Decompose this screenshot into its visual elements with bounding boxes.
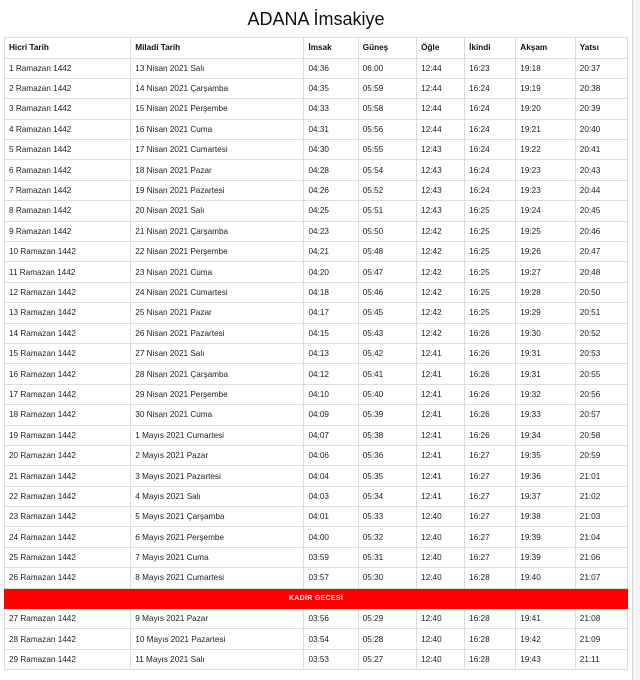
page-title: ADANA İmsakiye [247, 9, 385, 29]
hicri-tarih-cell: 1 Ramazan 1442 [5, 58, 131, 78]
ikindi-cell: 16:24 [465, 78, 516, 98]
yatsi-cell: 21:09 [575, 629, 627, 649]
table-row [5, 466, 628, 486]
aksam-cell: 19:43 [516, 649, 575, 669]
hicri-tarih-cell: 13 Ramazan 1442 [5, 303, 131, 323]
table-row [5, 343, 628, 363]
table-row [5, 201, 628, 221]
miladi-tarih-cell: 10 Mayıs 2021 Pazartesi [131, 629, 304, 649]
table-row [5, 486, 628, 506]
table-row [5, 303, 628, 323]
gunes-cell: 05:39 [358, 405, 416, 425]
header-imsak: İmsak [304, 38, 358, 59]
table-row [5, 58, 628, 78]
ikindi-cell: 16:26 [465, 343, 516, 363]
hicri-tarih-cell: 21 Ramazan 1442 [5, 466, 131, 486]
gunes-cell: 05:54 [358, 160, 416, 180]
table-row [5, 242, 628, 262]
gunes-cell: 05:29 [358, 609, 416, 629]
imsak-cell: 03:54 [304, 629, 358, 649]
hicri-tarih-cell: 9 Ramazan 1442 [5, 221, 131, 241]
hicri-tarih-cell: 17 Ramazan 1442 [5, 384, 131, 404]
table-row [5, 282, 628, 302]
ikindi-cell: 16:27 [465, 466, 516, 486]
imsak-cell: 04:33 [304, 99, 358, 119]
ogle-cell: 12:43 [417, 160, 465, 180]
ikindi-cell: 16:28 [465, 568, 516, 588]
gunes-cell: 05:55 [358, 140, 416, 160]
ikindi-cell: 16:27 [465, 547, 516, 567]
imsak-cell: 03:57 [304, 568, 358, 588]
gunes-cell: 05:28 [358, 629, 416, 649]
imsak-cell: 03:59 [304, 547, 358, 567]
hicri-tarih-cell: 4 Ramazan 1442 [5, 119, 131, 139]
miladi-tarih-cell: 30 Nisan 2021 Cuma [131, 405, 304, 425]
ogle-cell: 12:41 [417, 384, 465, 404]
ogle-cell: 12:41 [417, 405, 465, 425]
imsak-cell: 04:35 [304, 78, 358, 98]
miladi-tarih-cell: 13 Nisan 2021 Salı [131, 58, 304, 78]
ogle-cell: 12:42 [417, 323, 465, 343]
header-ogle: Öğle [417, 38, 465, 59]
yatsi-cell: 20:58 [575, 425, 627, 445]
hicri-tarih-cell: 26 Ramazan 1442 [5, 568, 131, 588]
ogle-cell: 12:42 [417, 303, 465, 323]
gunes-cell: 05:35 [358, 466, 416, 486]
yatsi-cell: 20:55 [575, 364, 627, 384]
yatsi-cell: 20:41 [575, 140, 627, 160]
ikindi-cell: 16:25 [465, 262, 516, 282]
aksam-cell: 19:29 [516, 303, 575, 323]
table-row [5, 425, 628, 445]
gunes-cell: 05:50 [358, 221, 416, 241]
gunes-cell: 05:41 [358, 364, 416, 384]
imsakiye-table [4, 37, 628, 670]
ikindi-cell: 16:25 [465, 242, 516, 262]
ikindi-cell: 16:26 [465, 364, 516, 384]
yatsi-cell: 20:43 [575, 160, 627, 180]
gunes-cell: 05:48 [358, 242, 416, 262]
hicri-tarih-cell: 23 Ramazan 1442 [5, 507, 131, 527]
aksam-cell: 19:30 [516, 323, 575, 343]
kadir-gecesi-label: KADİR GECESİ [5, 588, 628, 608]
gunes-cell: 05:42 [358, 343, 416, 363]
miladi-tarih-cell: 17 Nisan 2021 Cumartesi [131, 140, 304, 160]
ogle-cell: 12:40 [417, 629, 465, 649]
ikindi-cell: 16:27 [465, 507, 516, 527]
aksam-cell: 19:31 [516, 343, 575, 363]
aksam-cell: 19:39 [516, 547, 575, 567]
yatsi-cell: 20:39 [575, 99, 627, 119]
gunes-cell: 05:46 [358, 282, 416, 302]
gunes-cell: 05:40 [358, 384, 416, 404]
ogle-cell: 12:41 [417, 486, 465, 506]
miladi-tarih-cell: 15 Nisan 2021 Perşembe [131, 99, 304, 119]
table-row [5, 649, 628, 669]
yatsi-cell: 21:11 [575, 649, 627, 669]
gunes-cell: 05:34 [358, 486, 416, 506]
ikindi-cell: 16:23 [465, 58, 516, 78]
aksam-cell: 19:41 [516, 609, 575, 629]
aksam-cell: 19:34 [516, 425, 575, 445]
ikindi-cell: 16:24 [465, 160, 516, 180]
gunes-cell: 05:51 [358, 201, 416, 221]
aksam-cell: 19:39 [516, 527, 575, 547]
ogle-cell: 12:40 [417, 609, 465, 629]
header-gunes: Güneş [358, 38, 416, 59]
yatsi-cell: 20:40 [575, 119, 627, 139]
ogle-cell: 12:41 [417, 466, 465, 486]
ogle-cell: 12:41 [417, 425, 465, 445]
aksam-cell: 19:38 [516, 507, 575, 527]
header-ikindi: İkindi [465, 38, 516, 59]
miladi-tarih-cell: 11 Mayıs 2021 Salı [131, 649, 304, 669]
yatsi-cell: 20:52 [575, 323, 627, 343]
miladi-tarih-cell: 21 Nisan 2021 Çarşamba [131, 221, 304, 241]
ikindi-cell: 16:25 [465, 201, 516, 221]
table-row [5, 160, 628, 180]
gunes-cell: 05:58 [358, 99, 416, 119]
gunes-cell: 05:33 [358, 507, 416, 527]
ogle-cell: 12:44 [417, 119, 465, 139]
miladi-tarih-cell: 16 Nisan 2021 Cuma [131, 119, 304, 139]
gunes-cell: 05:59 [358, 78, 416, 98]
imsak-cell: 04:31 [304, 119, 358, 139]
yatsi-cell: 20:57 [575, 405, 627, 425]
yatsi-cell: 20:59 [575, 445, 627, 465]
table-row [5, 221, 628, 241]
miladi-tarih-cell: 24 Nisan 2021 Cumartesi [131, 282, 304, 302]
table-row [5, 629, 628, 649]
ikindi-cell: 16:26 [465, 405, 516, 425]
ogle-cell: 12:44 [417, 58, 465, 78]
hicri-tarih-cell: 18 Ramazan 1442 [5, 405, 131, 425]
table-row [5, 527, 628, 547]
ikindi-cell: 16:26 [465, 323, 516, 343]
ikindi-cell: 16:28 [465, 609, 516, 629]
aksam-cell: 19:26 [516, 242, 575, 262]
table-row [5, 405, 628, 425]
gunes-cell: 05:30 [358, 568, 416, 588]
table-header [5, 38, 628, 59]
miladi-tarih-cell: 25 Nisan 2021 Pazar [131, 303, 304, 323]
hicri-tarih-cell: 22 Ramazan 1442 [5, 486, 131, 506]
ikindi-cell: 16:27 [465, 486, 516, 506]
gunes-cell: 06:00 [358, 58, 416, 78]
gunes-cell: 05:32 [358, 527, 416, 547]
yatsi-cell: 21:02 [575, 486, 627, 506]
yatsi-cell: 20:56 [575, 384, 627, 404]
hicri-tarih-cell: 5 Ramazan 1442 [5, 140, 131, 160]
yatsi-cell: 20:46 [575, 221, 627, 241]
ogle-cell: 12:40 [417, 547, 465, 567]
yatsi-cell: 20:50 [575, 282, 627, 302]
ogle-cell: 12:41 [417, 364, 465, 384]
table-row [5, 262, 628, 282]
ikindi-cell: 16:26 [465, 384, 516, 404]
aksam-cell: 19:37 [516, 486, 575, 506]
ikindi-cell: 16:27 [465, 527, 516, 547]
aksam-cell: 19:21 [516, 119, 575, 139]
gunes-cell: 05:47 [358, 262, 416, 282]
yatsi-cell: 21:08 [575, 609, 627, 629]
ogle-cell: 12:43 [417, 201, 465, 221]
yatsi-cell: 20:38 [575, 78, 627, 98]
hicri-tarih-cell: 14 Ramazan 1442 [5, 323, 131, 343]
ogle-cell: 12:42 [417, 221, 465, 241]
miladi-tarih-cell: 29 Nisan 2021 Perşembe [131, 384, 304, 404]
imsak-cell: 04:10 [304, 384, 358, 404]
table-body [5, 58, 628, 670]
ogle-cell: 12:42 [417, 242, 465, 262]
miladi-tarih-cell: 28 Nisan 2021 Çarşamba [131, 364, 304, 384]
table-row [5, 507, 628, 527]
imsak-cell: 04:07 [304, 425, 358, 445]
imsak-cell: 03:56 [304, 609, 358, 629]
ikindi-cell: 16:24 [465, 140, 516, 160]
yatsi-cell: 21:01 [575, 466, 627, 486]
yatsi-cell: 20:37 [575, 58, 627, 78]
gunes-cell: 05:56 [358, 119, 416, 139]
header-yatsi: Yatsı [575, 38, 627, 59]
hicri-tarih-cell: 11 Ramazan 1442 [5, 262, 131, 282]
imsak-cell: 04:36 [304, 58, 358, 78]
aksam-cell: 19:18 [516, 58, 575, 78]
gunes-cell: 05:38 [358, 425, 416, 445]
table-row [5, 78, 628, 98]
hicri-tarih-cell: 15 Ramazan 1442 [5, 343, 131, 363]
miladi-tarih-cell: 7 Mayıs 2021 Cuma [131, 547, 304, 567]
ikindi-cell: 16:25 [465, 303, 516, 323]
hicri-tarih-cell: 2 Ramazan 1442 [5, 78, 131, 98]
hicri-tarih-cell: 16 Ramazan 1442 [5, 364, 131, 384]
miladi-tarih-cell: 5 Mayıs 2021 Çarşamba [131, 507, 304, 527]
aksam-cell: 19:23 [516, 180, 575, 200]
aksam-cell: 19:19 [516, 78, 575, 98]
aksam-cell: 19:31 [516, 364, 575, 384]
aksam-cell: 19:23 [516, 160, 575, 180]
gunes-cell: 05:52 [358, 180, 416, 200]
ogle-cell: 12:44 [417, 78, 465, 98]
header-hicri-tarih: Hicri Tarih [5, 38, 131, 59]
imsak-cell: 04:17 [304, 303, 358, 323]
ogle-cell: 12:43 [417, 180, 465, 200]
kadir-gecesi-row [5, 588, 628, 608]
yatsi-cell: 20:44 [575, 180, 627, 200]
miladi-tarih-cell: 22 Nisan 2021 Perşembe [131, 242, 304, 262]
gunes-cell: 05:43 [358, 323, 416, 343]
miladi-tarih-cell: 4 Mayıs 2021 Salı [131, 486, 304, 506]
miladi-tarih-cell: 27 Nisan 2021 Salı [131, 343, 304, 363]
header-aksam: Akşam [516, 38, 575, 59]
miladi-tarih-cell: 14 Nisan 2021 Çarşamba [131, 78, 304, 98]
hicri-tarih-cell: 28 Ramazan 1442 [5, 629, 131, 649]
yatsi-cell: 21:03 [575, 507, 627, 527]
ogle-cell: 12:43 [417, 140, 465, 160]
ogle-cell: 12:41 [417, 445, 465, 465]
ikindi-cell: 16:24 [465, 99, 516, 119]
table-row [5, 384, 628, 404]
miladi-tarih-cell: 8 Mayıs 2021 Cumartesi [131, 568, 304, 588]
ogle-cell: 12:42 [417, 262, 465, 282]
table-row [5, 445, 628, 465]
ikindi-cell: 16:25 [465, 282, 516, 302]
imsak-cell: 04:01 [304, 507, 358, 527]
hicri-tarih-cell: 6 Ramazan 1442 [5, 160, 131, 180]
table-row [5, 547, 628, 567]
ogle-cell: 12:40 [417, 568, 465, 588]
gunes-cell: 05:27 [358, 649, 416, 669]
hicri-tarih-cell: 7 Ramazan 1442 [5, 180, 131, 200]
aksam-cell: 19:27 [516, 262, 575, 282]
hicri-tarih-cell: 10 Ramazan 1442 [5, 242, 131, 262]
hicri-tarih-cell: 20 Ramazan 1442 [5, 445, 131, 465]
table-row [5, 180, 628, 200]
imsak-cell: 04:09 [304, 405, 358, 425]
aksam-cell: 19:25 [516, 221, 575, 241]
imsak-cell: 04:15 [304, 323, 358, 343]
imsak-cell: 04:23 [304, 221, 358, 241]
aksam-cell: 19:20 [516, 99, 575, 119]
yatsi-cell: 21:06 [575, 547, 627, 567]
hicri-tarih-cell: 19 Ramazan 1442 [5, 425, 131, 445]
ogle-cell: 12:40 [417, 527, 465, 547]
miladi-tarih-cell: 18 Nisan 2021 Pazar [131, 160, 304, 180]
ikindi-cell: 16:27 [465, 445, 516, 465]
hicri-tarih-cell: 24 Ramazan 1442 [5, 527, 131, 547]
header-row [5, 38, 628, 59]
hicri-tarih-cell: 3 Ramazan 1442 [5, 99, 131, 119]
header-miladi-tarih: Miladi Tarih [131, 38, 304, 59]
hicri-tarih-cell: 29 Ramazan 1442 [5, 649, 131, 669]
miladi-tarih-cell: 3 Mayıs 2021 Pazartesi [131, 466, 304, 486]
gunes-cell: 05:45 [358, 303, 416, 323]
aksam-cell: 19:35 [516, 445, 575, 465]
gunes-cell: 05:36 [358, 445, 416, 465]
ogle-cell: 12:44 [417, 99, 465, 119]
ikindi-cell: 16:25 [465, 221, 516, 241]
ikindi-cell: 16:28 [465, 649, 516, 669]
gunes-cell: 05:31 [358, 547, 416, 567]
ikindi-cell: 16:24 [465, 119, 516, 139]
ikindi-cell: 16:26 [465, 425, 516, 445]
yatsi-cell: 20:47 [575, 242, 627, 262]
yatsi-cell: 20:51 [575, 303, 627, 323]
imsak-cell: 04:26 [304, 180, 358, 200]
hicri-tarih-cell: 12 Ramazan 1442 [5, 282, 131, 302]
imsak-cell: 04:21 [304, 242, 358, 262]
ikindi-cell: 16:28 [465, 629, 516, 649]
yatsi-cell: 21:07 [575, 568, 627, 588]
aksam-cell: 19:40 [516, 568, 575, 588]
ogle-cell: 12:40 [417, 507, 465, 527]
aksam-cell: 19:24 [516, 201, 575, 221]
yatsi-cell: 21:04 [575, 527, 627, 547]
miladi-tarih-cell: 1 Mayıs 2021 Cumartesi [131, 425, 304, 445]
miladi-tarih-cell: 26 Nisan 2021 Pazartesi [131, 323, 304, 343]
imsak-cell: 04:28 [304, 160, 358, 180]
imsak-cell: 04:00 [304, 527, 358, 547]
miladi-tarih-cell: 19 Nisan 2021 Pazartesi [131, 180, 304, 200]
hicri-tarih-cell: 25 Ramazan 1442 [5, 547, 131, 567]
imsak-cell: 04:04 [304, 466, 358, 486]
table-row [5, 99, 628, 119]
aksam-cell: 19:33 [516, 405, 575, 425]
ogle-cell: 12:41 [417, 343, 465, 363]
aksam-cell: 19:22 [516, 140, 575, 160]
table-row [5, 323, 628, 343]
yatsi-cell: 20:48 [575, 262, 627, 282]
ogle-cell: 12:40 [417, 649, 465, 669]
aksam-cell: 19:28 [516, 282, 575, 302]
table-row [5, 609, 628, 629]
aksam-cell: 19:42 [516, 629, 575, 649]
imsak-cell: 04:20 [304, 262, 358, 282]
imsak-cell: 04:18 [304, 282, 358, 302]
ikindi-cell: 16:24 [465, 180, 516, 200]
miladi-tarih-cell: 2 Mayıs 2021 Pazar [131, 445, 304, 465]
miladi-tarih-cell: 20 Nisan 2021 Salı [131, 201, 304, 221]
miladi-tarih-cell: 9 Mayıs 2021 Pazar [131, 609, 304, 629]
table-row [5, 140, 628, 160]
yatsi-cell: 20:45 [575, 201, 627, 221]
imsak-cell: 04:25 [304, 201, 358, 221]
imsak-cell: 04:12 [304, 364, 358, 384]
hicri-tarih-cell: 27 Ramazan 1442 [5, 609, 131, 629]
ogle-cell: 12:42 [417, 282, 465, 302]
imsak-cell: 04:30 [304, 140, 358, 160]
imsak-cell: 04:13 [304, 343, 358, 363]
imsak-cell: 04:03 [304, 486, 358, 506]
miladi-tarih-cell: 23 Nisan 2021 Cuma [131, 262, 304, 282]
imsak-cell: 03:53 [304, 649, 358, 669]
yatsi-cell: 20:53 [575, 343, 627, 363]
aksam-cell: 19:36 [516, 466, 575, 486]
aksam-cell: 19:32 [516, 384, 575, 404]
table-row [5, 568, 628, 588]
miladi-tarih-cell: 6 Mayıs 2021 Perşembe [131, 527, 304, 547]
table-row [5, 119, 628, 139]
window-scroll-edge[interactable] [632, 0, 640, 680]
table-row [5, 364, 628, 384]
hicri-tarih-cell: 8 Ramazan 1442 [5, 201, 131, 221]
imsak-cell: 04:06 [304, 445, 358, 465]
